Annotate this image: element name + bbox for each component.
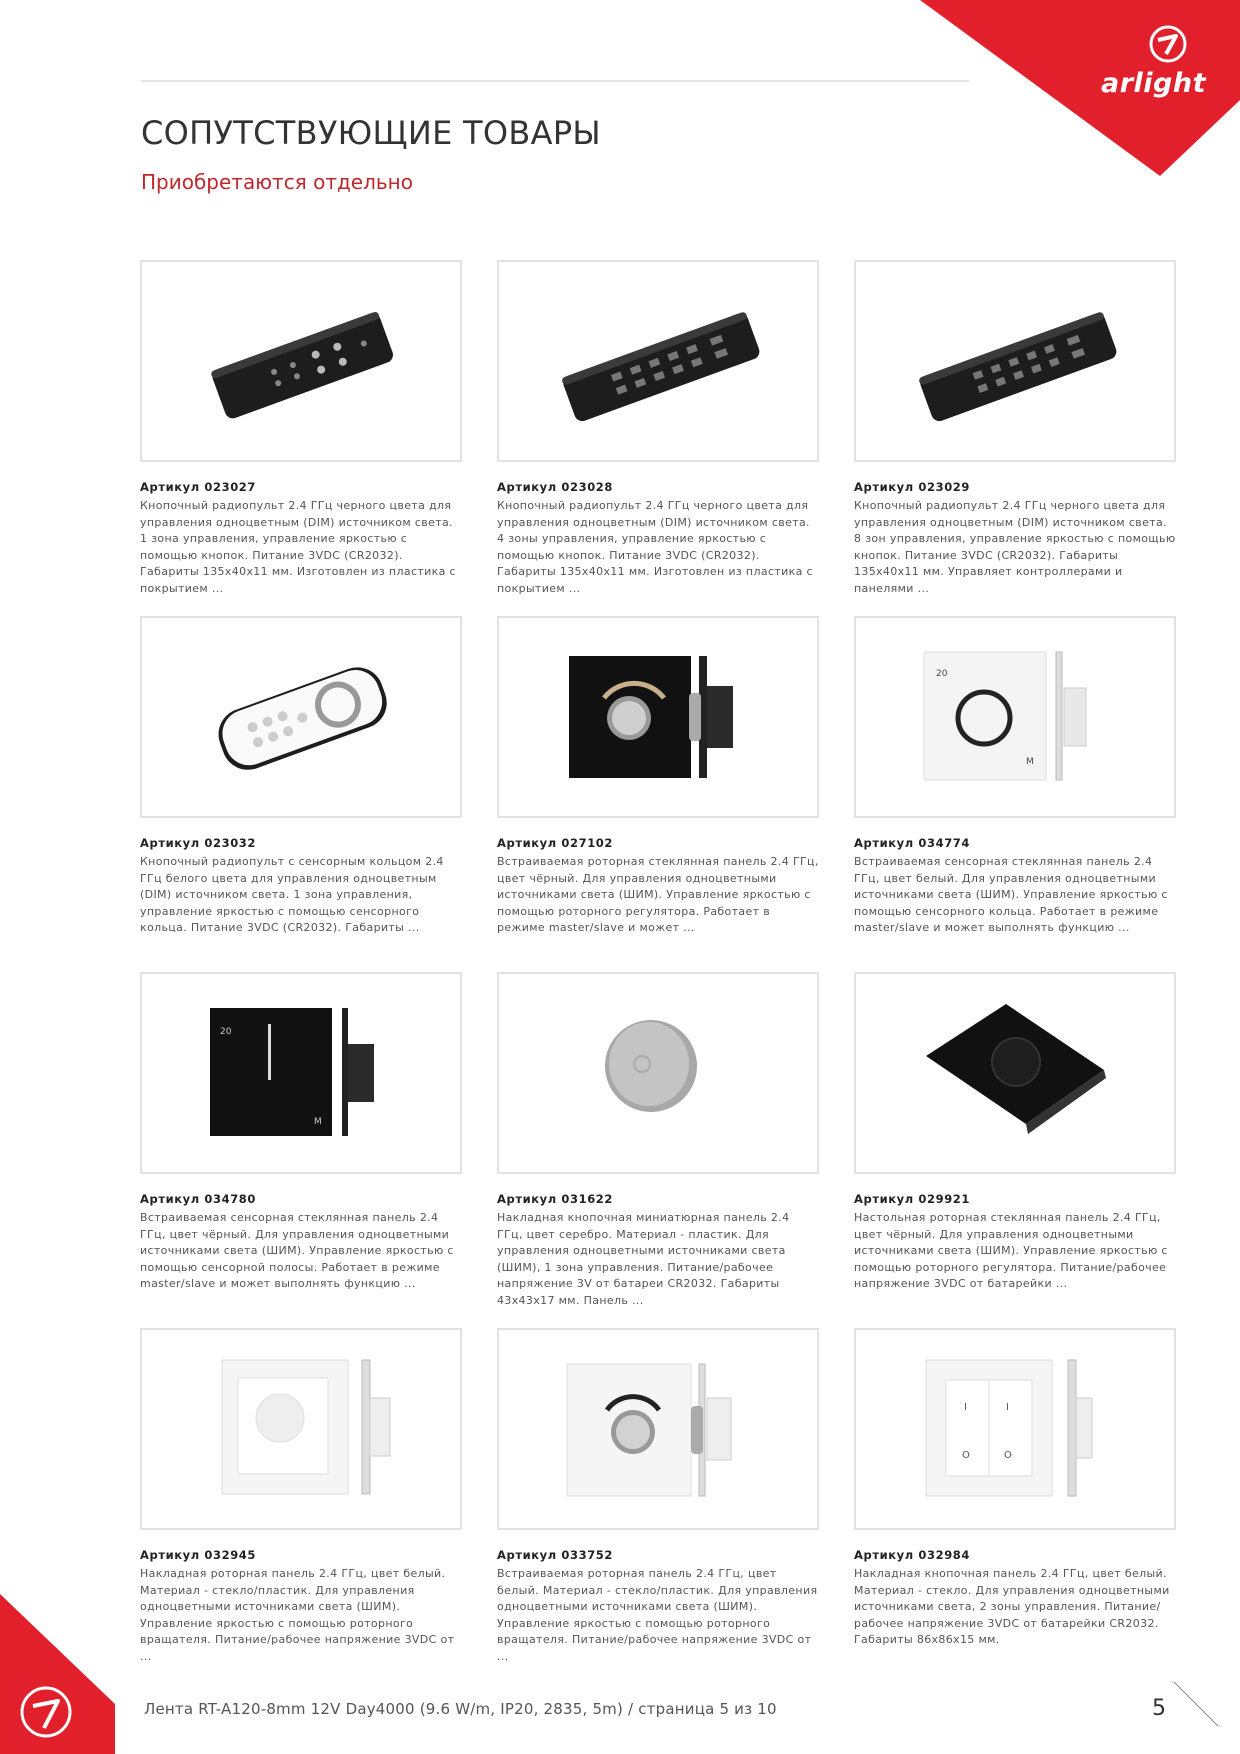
product-article: Артикул 032984 bbox=[854, 1548, 970, 1562]
page-subtitle: Приобретаются отдельно bbox=[141, 170, 413, 194]
product-image bbox=[854, 260, 1176, 462]
svg-text:O: O bbox=[1004, 1450, 1012, 1461]
svg-text:20: 20 bbox=[220, 1027, 232, 1037]
product-image bbox=[140, 1328, 462, 1530]
product-article: Артикул 023028 bbox=[497, 480, 613, 494]
product-description: Кнопочный радиопульт с сенсорным кольцом 2.4 ГГц белого цвета для управления одноцветным (DIM) источником света. 1 зона управления, управление яркостью с помощью сенсорного кольца. Питание 3VDC (CR2032). Габариты ... bbox=[140, 855, 444, 935]
product-image bbox=[140, 972, 462, 1174]
svg-text:M: M bbox=[1026, 757, 1034, 767]
svg-text:O: O bbox=[962, 1450, 970, 1461]
svg-text:20: 20 bbox=[936, 669, 948, 679]
brand-corner-bottom bbox=[0, 1594, 130, 1754]
product-card[interactable] bbox=[497, 616, 819, 937]
product-card[interactable] bbox=[497, 972, 819, 1310]
svg-text:M: M bbox=[314, 1117, 322, 1127]
product-article: Артикул 033752 bbox=[497, 1548, 613, 1562]
product-article: Артикул 034780 bbox=[140, 1192, 256, 1206]
product-description: Кнопочный радиопульт 2.4 ГГц черного цвета для управления одноцветным (DIM) источником света. 1 зона управления, управление яркостью с помощью кнопок. Питание 3VDC (CR2032). Габариты 135x40x11 мм. Изготовлен из пластика с покрытием ... bbox=[140, 499, 456, 595]
footer-text: Лента RT-A120-8mm 12V Day4000 (9.6 W/m, IP20, 2835, 5m) / страница 5 из 10 bbox=[144, 1700, 777, 1718]
product-description: Накладная кнопочная панель 2.4 ГГц, цвет белый. Материал - стекло. Для управления одноцветными источниками света, 2 зоны управления. Питание/рабочее напряжение 3VDC от батарейки CR2032. Габариты 86x86x15 мм. bbox=[854, 1567, 1170, 1647]
product-image bbox=[854, 1328, 1176, 1530]
svg-text:I: I bbox=[1006, 1402, 1009, 1413]
product-card[interactable] bbox=[140, 1328, 462, 1666]
product-card[interactable] bbox=[140, 616, 462, 937]
product-description: Настольная роторная стеклянная панель 2.4 ГГц, цвет чёрный. Для управления одноцветными источниками света (ШИМ). Управление яркостью с помощью роторного регулятора. Питание/рабочее напряжение 3VDC от батарейки ... bbox=[854, 1211, 1168, 1291]
product-image bbox=[497, 616, 819, 818]
product-article: Артикул 029921 bbox=[854, 1192, 970, 1206]
page-title: СОПУТСТВУЮЩИЕ ТОВАРЫ bbox=[141, 114, 601, 152]
product-description: Накладная роторная панель 2.4 ГГц, цвет белый. Материал - стекло/пластик. Для управления одноцветными источниками света (ШИМ). Управление яркостью с помощью роторного вращателя. Питание/рабочее напряжение 3VDC от ... bbox=[140, 1567, 455, 1663]
arlight-logo: arlight bbox=[1100, 68, 1206, 99]
product-image bbox=[497, 1328, 819, 1530]
product-card[interactable] bbox=[854, 616, 1176, 937]
product-description: Кнопочный радиопульт 2.4 ГГц черного цвета для управления одноцветным (DIM) источником света. 8 зон управления, управление яркостью с помощью кнопок. Питание 3VDC (CR2032). Габариты 135x40x11 мм. Управляет контроллерами и панелями ... bbox=[854, 499, 1176, 595]
product-image bbox=[140, 260, 462, 462]
page-number: 5 bbox=[1152, 1696, 1166, 1721]
product-description: Накладная кнопочная миниатюрная панель 2.4 ГГц, цвет серебро. Материал - пластик. Для управления одноцветными источниками света (ШИМ), 1 зона управления. Питание/рабочее напряжение 3V от батареи CR2032. Габариты 43x43x17 мм. Панель ... bbox=[497, 1211, 790, 1307]
product-description: Встраиваемая роторная панель 2.4 ГГц, цвет белый. Материал - стекло/пластик. Для управления одноцветными источниками света (ШИМ). Управление яркостью с помощью роторного вращателя. Питание/рабочее напряжение 3VDC от ... bbox=[497, 1567, 818, 1663]
product-description: Встраиваемая сенсорная стеклянная панель 2.4 ГГц, цвет белый. Для управления одноцветными источниками света (ШИМ). Управление яркостью с помощью сенсорного кольца. Работает в режиме master/slave и может выполнять функцию ... bbox=[854, 855, 1168, 935]
product-description: Встраиваемая сенсорная стеклянная панель 2.4 ГГц, цвет чёрный. Для управления одноцветными источниками света (ШИМ). Управление яркостью с помощью сенсорной полосы. Работает в режиме master/slave и может выполнять функцию ... bbox=[140, 1211, 454, 1291]
product-article: Артикул 023027 bbox=[140, 480, 256, 494]
svg-text:I: I bbox=[964, 1402, 967, 1413]
product-image bbox=[854, 972, 1176, 1174]
product-article: Артикул 023029 bbox=[854, 480, 970, 494]
product-card[interactable] bbox=[854, 1328, 1176, 1649]
header-divider bbox=[141, 80, 969, 82]
product-article: Артикул 034774 bbox=[854, 836, 970, 850]
product-card[interactable] bbox=[854, 260, 1176, 598]
product-image bbox=[854, 616, 1176, 818]
arlight-logo-icon bbox=[1148, 24, 1188, 64]
product-card[interactable] bbox=[854, 972, 1176, 1293]
product-description: Встраиваемая роторная стеклянная панель 2.4 ГГц, цвет чёрный. Для управления одноцветными источниками света (ШИМ). Управление яркостью с помощью роторного регулятора. Работает в режиме master/slave и может ... bbox=[497, 855, 819, 935]
product-article: Артикул 032945 bbox=[140, 1548, 256, 1562]
product-card[interactable] bbox=[140, 972, 462, 1293]
product-article: Артикул 031622 bbox=[497, 1192, 613, 1206]
product-image bbox=[497, 260, 819, 462]
product-image bbox=[497, 972, 819, 1174]
page-corner-decoration bbox=[1172, 1680, 1222, 1730]
product-image bbox=[140, 616, 462, 818]
product-card[interactable] bbox=[497, 1328, 819, 1666]
product-card[interactable] bbox=[140, 260, 462, 598]
product-card[interactable] bbox=[497, 260, 819, 598]
product-description: Кнопочный радиопульт 2.4 ГГц черного цвета для управления одноцветным (DIM) источником света. 4 зоны управления, управление яркостью с помощью кнопок. Питание 3VDC (CR2032). Габариты 135x40x11 мм. Изготовлен из пластика с покрытием ... bbox=[497, 499, 813, 595]
product-article: Артикул 023032 bbox=[140, 836, 256, 850]
product-article: Артикул 027102 bbox=[497, 836, 613, 850]
